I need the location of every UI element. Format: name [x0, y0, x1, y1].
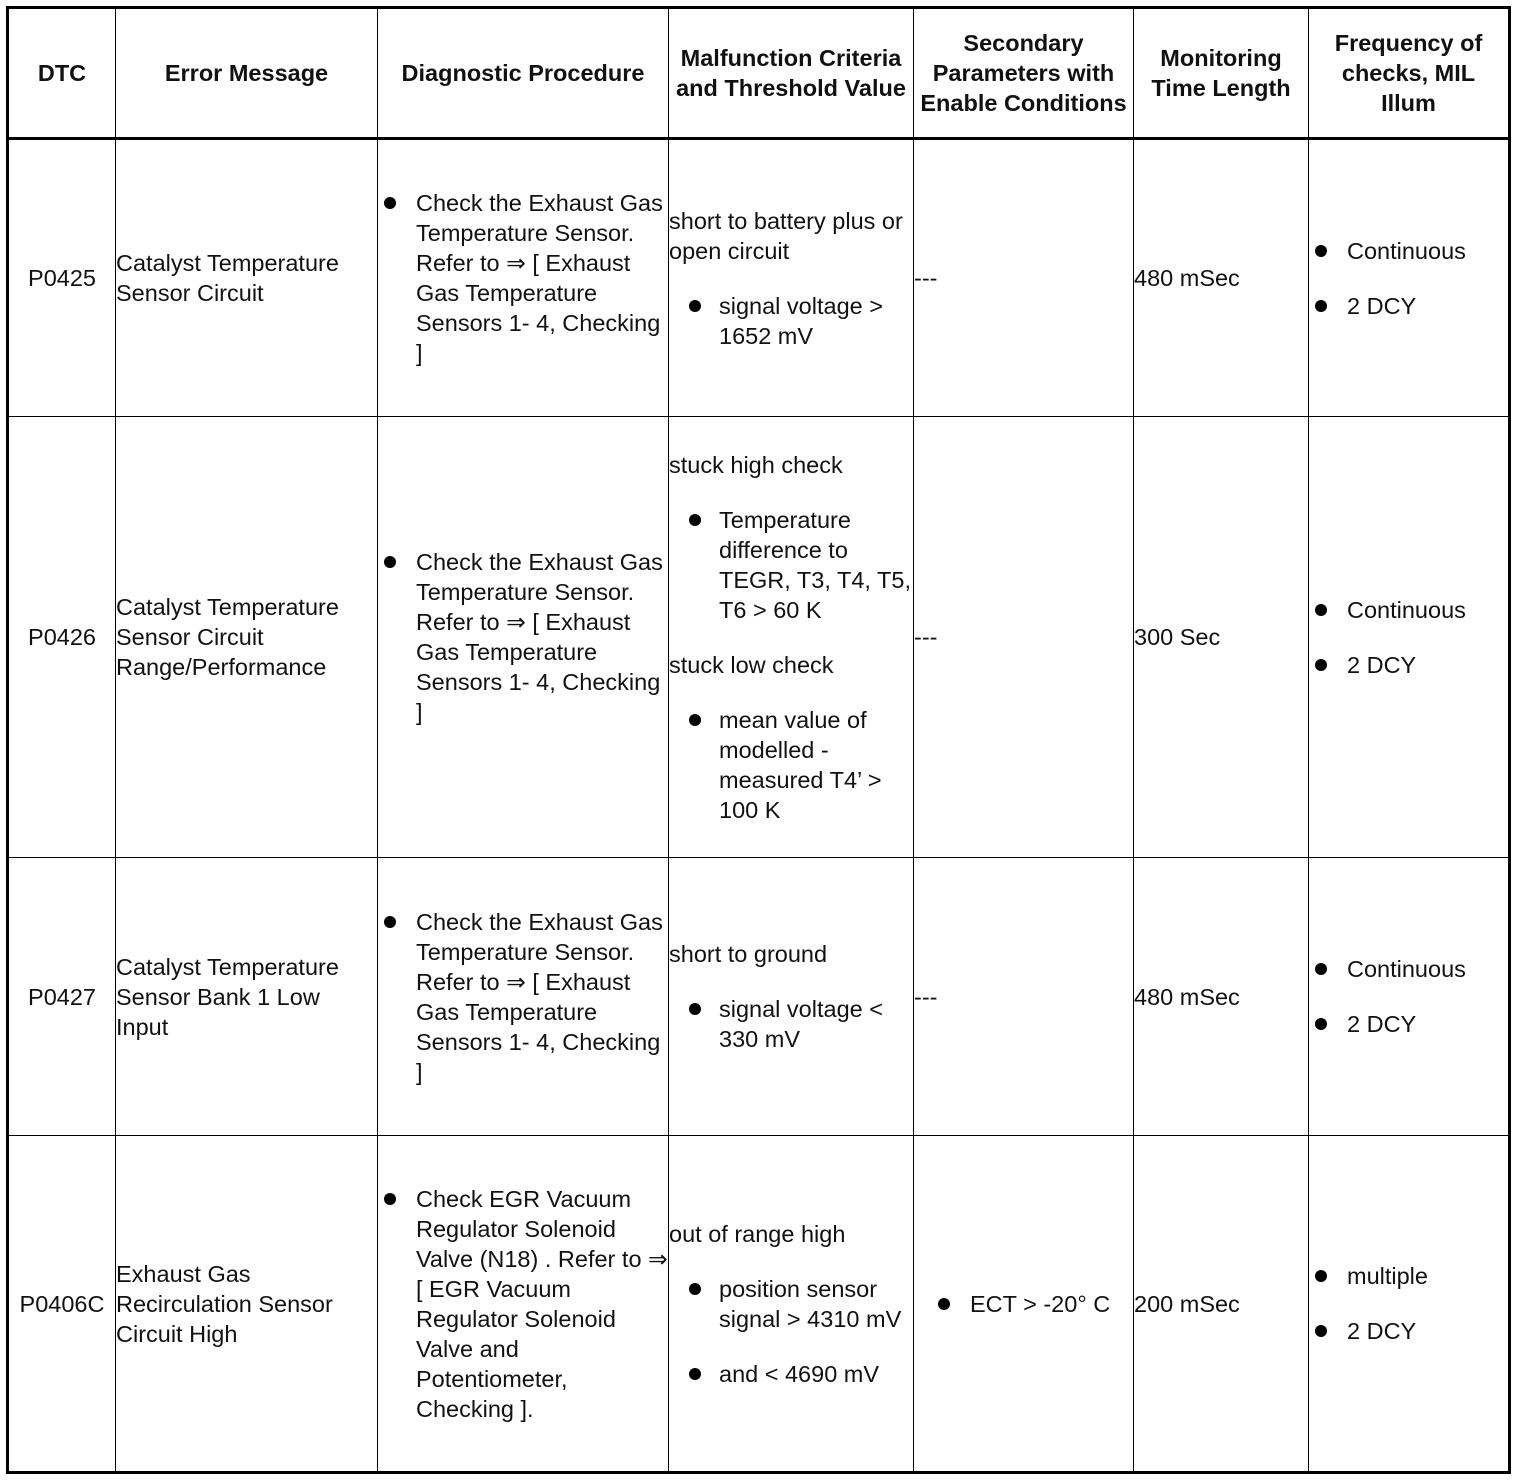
criteria-item: mean value of modelled - measured T4’ > 100 K [687, 705, 913, 825]
secondary-item: ECT > -20° C [932, 1289, 1133, 1319]
secondary-parameters: --- [914, 139, 1134, 417]
criteria-heading: short to ground [669, 941, 828, 967]
error-message: Catalyst Temperature Sensor Bank 1 Low Input [116, 858, 378, 1136]
procedure-item: Check the Exhaust Gas Temperature Sensor. Refer to ⇒ [ Exhaust Gas Temperature Sensors 1- 4, Checking ] [378, 907, 668, 1087]
diagnostic-procedure [378, 858, 669, 1136]
procedure-item: Check EGR Vacuum Regulator Solenoid Valve (N18) . Refer to ⇒ [ EGR Vacuum Regulator Solenoid Valve and Potentiometer, Checking ]. [378, 1184, 668, 1424]
frequency-item: 2 DCY [1309, 291, 1508, 321]
table-row [8, 858, 1510, 1136]
dtc-code: P0426 [8, 417, 116, 858]
diagnostic-procedure [378, 139, 669, 417]
secondary-parameters: --- [914, 417, 1134, 858]
table-row [8, 417, 1510, 858]
criteria-item: signal voltage > 1652 mV [687, 291, 913, 351]
criteria-item: signal voltage < 330 mV [687, 994, 913, 1054]
malfunction-criteria [669, 417, 914, 858]
header-row [8, 8, 1510, 139]
monitoring-time: 480 mSec [1134, 139, 1309, 417]
malfunction-criteria [669, 858, 914, 1136]
error-message: Exhaust Gas Recirculation Sensor Circuit High [116, 1136, 378, 1473]
diagnostic-procedure [378, 1136, 669, 1473]
criteria-heading: short to battery plus or open circuit [669, 207, 903, 264]
monitoring-time: 200 mSec [1134, 1136, 1309, 1473]
procedure-item: Check the Exhaust Gas Temperature Sensor. Refer to ⇒ [ Exhaust Gas Temperature Sensors 1- 4, Checking ] [378, 188, 668, 368]
criteria-heading: stuck high check [669, 451, 843, 478]
malfunction-criteria [669, 1136, 914, 1473]
frequency-item: 2 DCY [1309, 1316, 1508, 1346]
secondary-parameters: --- [914, 858, 1134, 1136]
table-row [8, 1136, 1510, 1473]
dtc-code: P0427 [8, 858, 116, 1136]
frequency [1309, 139, 1510, 417]
header-monitoring-time: Monitoring Time Length [1134, 8, 1309, 139]
dtc-code: P0425 [8, 139, 116, 417]
frequency-item: multiple [1309, 1261, 1508, 1291]
header-frequency: Frequency of checks, MIL Illum [1309, 8, 1510, 139]
table-row [8, 139, 1510, 417]
criteria-heading: out of range high [669, 1220, 846, 1247]
diagnostic-procedure [378, 417, 669, 858]
frequency-item: 2 DCY [1309, 1009, 1508, 1039]
criteria-item: Temperature difference to TEGR, T3, T4, T5, T6 > 60 K [687, 505, 913, 625]
frequency-item: Continuous [1309, 236, 1508, 266]
malfunction-criteria [669, 139, 914, 417]
dtc-table [6, 6, 1511, 1474]
monitoring-time: 480 mSec [1134, 858, 1309, 1136]
criteria-item: position sensor signal > 4310 mV [687, 1274, 913, 1334]
criteria-heading: stuck low check [669, 651, 834, 678]
frequency [1309, 858, 1510, 1136]
header-diagnostic-procedure: Diagnostic Procedure [378, 8, 669, 139]
monitoring-time: 300 Sec [1134, 417, 1309, 858]
dtc-code: P0406C [8, 1136, 116, 1473]
error-message: Catalyst Temperature Sensor Circuit [116, 139, 378, 417]
error-message: Catalyst Temperature Sensor Circuit Range/Performance [116, 417, 378, 858]
header-dtc: DTC [8, 8, 116, 139]
header-secondary-parameters: Secondary Parameters with Enable Conditions [914, 8, 1134, 139]
frequency-item: 2 DCY [1309, 650, 1508, 680]
frequency [1309, 1136, 1510, 1473]
frequency [1309, 417, 1510, 858]
header-error-message: Error Message [116, 8, 378, 139]
frequency-item: Continuous [1309, 954, 1508, 984]
secondary-parameters [914, 1136, 1134, 1473]
criteria-item: and < 4690 mV [687, 1359, 913, 1389]
procedure-item: Check the Exhaust Gas Temperature Sensor. Refer to ⇒ [ Exhaust Gas Temperature Sensors 1- 4, Checking ] [378, 547, 668, 727]
header-malfunction-criteria: Malfunction Criteria and Threshold Value [669, 8, 914, 139]
frequency-item: Continuous [1309, 595, 1508, 625]
